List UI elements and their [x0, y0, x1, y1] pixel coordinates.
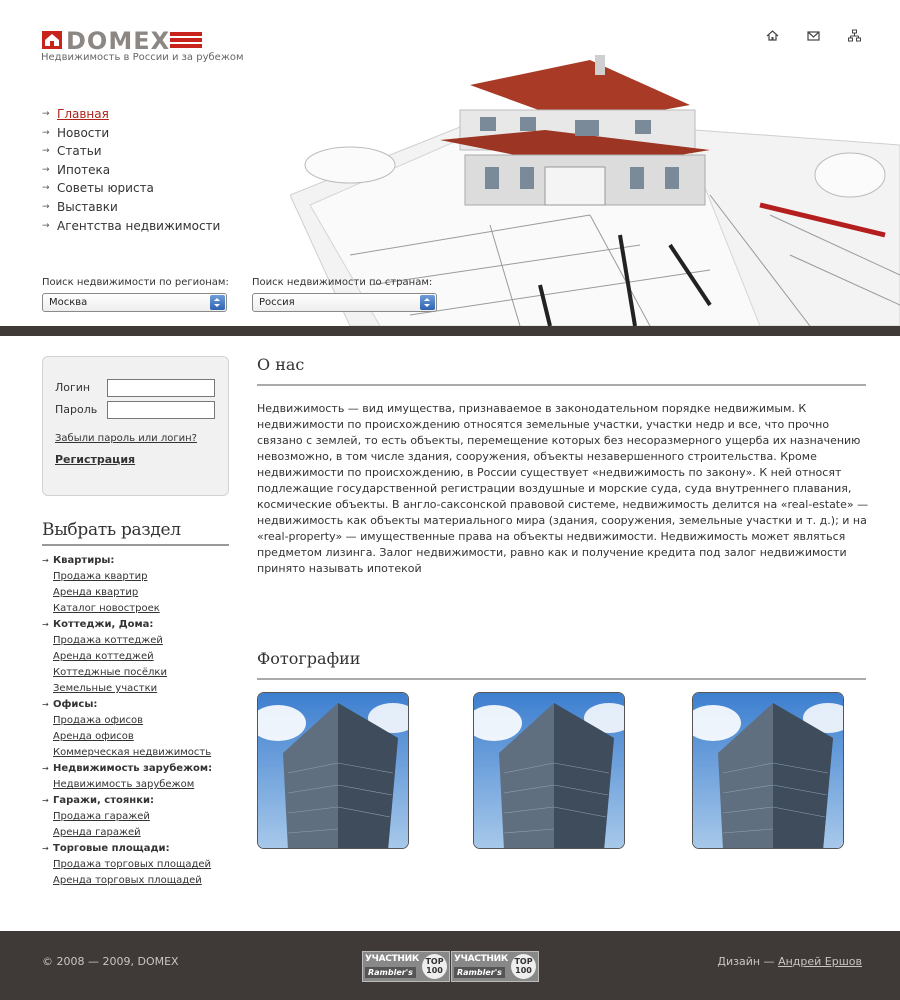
category-heading: → Гаражи, стоянки:	[42, 793, 242, 809]
nav-item-link[interactable]: Агентства недвижимости	[57, 218, 221, 233]
photo-item[interactable]	[692, 692, 844, 849]
category-heading: → Коттеджи, Дома:	[42, 617, 242, 633]
header-divider-band	[0, 326, 900, 336]
designer-link[interactable]: Андрей Ершов	[778, 955, 862, 968]
badge-bottom-text: Rambler's	[365, 967, 416, 978]
category-item[interactable]	[42, 809, 242, 825]
category-heading: → Офисы:	[42, 697, 242, 713]
country-search	[252, 277, 437, 312]
category-heading: → Квартиры:	[42, 553, 242, 569]
top-icons	[765, 28, 862, 43]
category-heading: → Недвижимость зарубежом:	[42, 761, 242, 777]
design-credit	[717, 955, 862, 968]
category-link[interactable]: Коттеджные посёлки	[53, 667, 167, 678]
mail-icon[interactable]	[806, 28, 821, 43]
badge-circle-text: TOP 100	[422, 954, 447, 979]
login-input[interactable]	[107, 379, 215, 397]
badge-top-text: УЧАСТНИК	[454, 954, 508, 964]
region-select[interactable]	[42, 293, 227, 312]
category-link[interactable]: Аренда квартир	[53, 587, 139, 598]
nav-item[interactable]	[42, 106, 220, 125]
nav-item[interactable]	[42, 162, 220, 181]
nav-item-link[interactable]: Ипотека	[57, 162, 111, 177]
register-link[interactable]: Регистрация	[55, 453, 136, 466]
about-heading: О нас	[257, 355, 866, 386]
region-search	[42, 277, 229, 312]
copyright: © 2008 — 2009, DOMEX	[42, 955, 179, 968]
nav-item-link[interactable]: Главная	[57, 107, 109, 121]
category-link[interactable]: Продажа торговых площадей	[53, 859, 212, 870]
about-text: Недвижимость — вид имущества, признаваемое в законодательном порядке недвижимым. К недвижимости по происхождению относятся земельные участки, участки недр и все, что прочно связано с землей, то есть объекты, перемещение которых без несоразмерного ущерба их назначению невозможно, в том числе здания, сооружения, объекты незавершенного строительства. Кроме недвижимости по происхождению, в России существует «недвижимость по закону». К ней относят подлежащие государственной регистрации воздушные и морские суда, суда внутреннего плавания, космические объекты. В англо-саксонской правовой системе, недвижимость делится на «real-estate» — недвижимость как объекты материального мира (здания, сооружения, земельные участки и т. д.); и на «real-property» — имущественные права на объекты недвижимости. Недвижимость может являться предметом лизинга. Залог недвижимости, равно как и получение кредита под залог недвижимости принято называть ипотекой	[257, 402, 869, 575]
country-select-value: Россия	[259, 297, 295, 308]
design-prefix: Дизайн —	[717, 955, 779, 968]
building-photo	[693, 693, 844, 849]
rambler-top100-badge[interactable]	[451, 951, 539, 982]
category-link[interactable]: Земельные участки	[53, 683, 158, 694]
categories-title: Выбрать раздел	[42, 520, 229, 546]
nav-item[interactable]	[42, 218, 220, 237]
country-search-label: Поиск недвижимости по странам:	[252, 277, 433, 288]
nav-item-link[interactable]: Новости	[57, 125, 110, 140]
badge-circle-text: TOP 100	[511, 954, 536, 979]
select-arrow-icon[interactable]	[420, 295, 435, 310]
category-item[interactable]	[42, 745, 242, 761]
page-header	[0, 0, 900, 326]
login-box	[42, 356, 229, 496]
category-link[interactable]: Продажа офисов	[53, 715, 144, 726]
category-item[interactable]	[42, 649, 242, 665]
category-link[interactable]: Каталог новостроек	[53, 603, 160, 614]
nav-item-link[interactable]: Статьи	[57, 144, 102, 159]
domex-logo[interactable]	[42, 28, 217, 52]
nav-item[interactable]	[42, 180, 220, 199]
region-search-label: Поиск недвижимости по регионам:	[42, 277, 229, 288]
category-item[interactable]	[42, 825, 242, 841]
nav-item[interactable]	[42, 143, 220, 162]
page-footer	[0, 931, 900, 1000]
sitemap-icon[interactable]	[847, 28, 862, 43]
category-link[interactable]: Продажа квартир	[53, 571, 148, 582]
category-link[interactable]: Коммерческая недвижимость	[53, 747, 212, 758]
region-select-value: Москва	[49, 297, 88, 308]
password-input[interactable]	[107, 401, 215, 419]
photo-item[interactable]	[257, 692, 409, 849]
nav-item[interactable]	[42, 199, 220, 218]
category-item[interactable]	[42, 681, 242, 697]
category-link[interactable]: Недвижимость зарубежом	[53, 779, 195, 790]
login-row	[55, 381, 90, 394]
logo-text: DOMEX	[66, 28, 171, 52]
country-select[interactable]	[252, 293, 437, 312]
nav-item-link[interactable]: Советы юриста	[57, 181, 154, 196]
nav-item-link[interactable]: Выставки	[57, 199, 118, 214]
category-link[interactable]: Аренда гаражей	[53, 827, 141, 838]
category-link[interactable]: Продажа коттеджей	[53, 635, 163, 646]
badge-bottom-text: Rambler's	[454, 967, 505, 978]
category-item[interactable]	[42, 873, 242, 889]
category-link[interactable]: Аренда торговых площадей	[53, 875, 202, 886]
categories-list	[42, 553, 242, 889]
login-label: Логин	[55, 381, 91, 394]
main-nav	[42, 106, 220, 236]
category-link[interactable]: Аренда офисов	[53, 731, 134, 742]
category-item[interactable]	[42, 601, 242, 617]
category-item[interactable]	[42, 585, 242, 601]
building-photo	[258, 693, 409, 849]
badge-top-text: УЧАСТНИК	[365, 954, 419, 964]
password-row	[55, 403, 97, 416]
nav-item[interactable]	[42, 125, 220, 144]
category-heading: → Торговые площади:	[42, 841, 242, 857]
category-item[interactable]	[42, 857, 242, 873]
building-photo	[474, 693, 625, 849]
category-link[interactable]: Продажа гаражей	[53, 811, 150, 822]
category-link[interactable]: Аренда коттеджей	[53, 651, 154, 662]
forgot-password-link[interactable]: Забыли пароль или логин?	[55, 433, 197, 444]
photos-heading: Фотографии	[257, 649, 866, 680]
tagline: Недвижимость в России и за рубежом	[41, 52, 244, 63]
rambler-top100-badge[interactable]	[362, 951, 450, 982]
category-item[interactable]	[42, 729, 242, 745]
category-item[interactable]	[42, 665, 242, 681]
password-label: Пароль	[55, 403, 98, 416]
category-item[interactable]	[42, 633, 242, 649]
photo-item[interactable]	[473, 692, 625, 849]
select-arrow-icon[interactable]	[210, 295, 225, 310]
category-item[interactable]	[42, 777, 242, 793]
category-item[interactable]	[42, 713, 242, 729]
home-icon[interactable]	[765, 28, 780, 43]
category-item[interactable]	[42, 569, 242, 585]
